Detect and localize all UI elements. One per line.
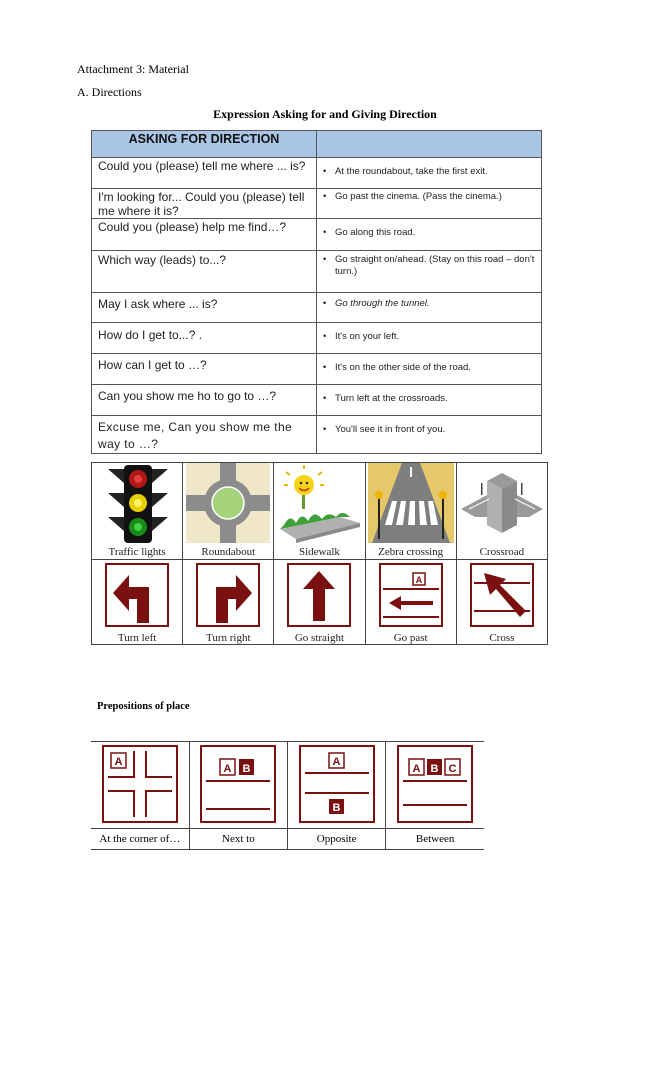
- give-cell: • Go through the tunnel.: [317, 293, 542, 323]
- traffic-lights-icon: [94, 463, 180, 543]
- table-row: [92, 158, 542, 189]
- prepositions-icons-row: [91, 742, 484, 829]
- table-row: [92, 293, 542, 323]
- ask-cell: Can you show me ho to go to …?: [92, 385, 317, 416]
- place-cell: [365, 463, 456, 560]
- ask-cell: Could you (please) tell me where ... is?: [92, 158, 317, 189]
- preposition-label: Between: [386, 829, 484, 850]
- cross-icon: [470, 563, 534, 627]
- place-cell: [456, 463, 547, 560]
- letter-a: A: [412, 763, 421, 775]
- movement-cell: [274, 560, 365, 645]
- table-row: [92, 189, 542, 219]
- preposition-label: Next to: [189, 829, 287, 850]
- table-row: [92, 219, 542, 251]
- svg-text:A: A: [415, 575, 422, 585]
- place-label: Crossroad: [479, 546, 525, 558]
- ask-cell: Could you (please) help me find…?: [92, 219, 317, 251]
- letter-c: C: [448, 763, 457, 775]
- movement-cell: [92, 560, 183, 645]
- places-signs-table: [91, 462, 548, 645]
- movement-label: Go straight: [294, 632, 345, 644]
- go-straight-icon: [287, 563, 351, 627]
- roundabout-icon: [186, 463, 270, 543]
- table-row: [92, 323, 542, 354]
- corner-of-icon: [102, 745, 178, 823]
- letter-b: B: [332, 802, 341, 814]
- preposition-cell: [386, 742, 484, 829]
- go-past-icon: [379, 563, 443, 627]
- between-icon: [397, 745, 473, 823]
- ask-cell: How can I get to …?: [92, 354, 317, 385]
- ask-cell: How do I get to...? .: [92, 323, 317, 354]
- letter-a: A: [332, 756, 341, 768]
- preposition-cell: [91, 742, 189, 829]
- table-row: [92, 251, 542, 293]
- preposition-label: At the corner of…: [91, 829, 189, 850]
- prepositions-labels-row: [91, 829, 484, 850]
- give-cell: • Go straight on/ahead. (Stay on this road – don't turn.): [317, 251, 542, 293]
- sidewalk-icon: [276, 463, 362, 543]
- movement-label: Turn right: [206, 632, 251, 644]
- table-row: [92, 385, 542, 416]
- movement-label: Turn left: [117, 632, 157, 644]
- prepositions-table: [91, 741, 484, 850]
- opposite-icon: [299, 745, 375, 823]
- place-label: Zebra crossing: [378, 546, 444, 558]
- give-cell: • At the roundabout, take the first exit.: [317, 158, 542, 189]
- movement-cell: [456, 560, 547, 645]
- place-label: Roundabout: [201, 546, 256, 558]
- table-row: [92, 354, 542, 385]
- letter-a: A: [114, 756, 123, 768]
- place-label: Sidewalk: [298, 546, 340, 558]
- movements-row: [92, 560, 548, 645]
- preposition-cell: [189, 742, 287, 829]
- column-header-empty: [317, 131, 542, 158]
- table-row: [92, 416, 542, 454]
- page-title: Expression Asking for and Giving Direction: [213, 107, 437, 121]
- attachment-label: Attachment 3: Material: [77, 62, 189, 76]
- give-cell: • It's on your left.: [317, 323, 542, 354]
- ask-cell: Excuse me, Can you show me the way to …?: [92, 416, 317, 454]
- letter-b: B: [242, 763, 251, 775]
- place-cell: [274, 463, 365, 560]
- give-cell: • Turn left at the crossroads.: [317, 385, 542, 416]
- column-header: ASKING FOR DIRECTION: [92, 131, 317, 158]
- ask-cell: Which way (leads) to...?: [92, 251, 317, 293]
- give-cell: • Go past the cinema. (Pass the cinema.): [317, 189, 542, 219]
- movement-label: Go past: [393, 632, 428, 644]
- turn-left-icon: [105, 563, 169, 627]
- give-cell: • Go along this road.: [317, 219, 542, 251]
- ask-cell: I'm looking for... Could you (please) tell me where it is?: [92, 189, 317, 219]
- turn-right-icon: [196, 563, 260, 627]
- zebra-crossing-icon: [368, 463, 454, 543]
- directions-table: [91, 130, 542, 454]
- letter-b: B: [430, 763, 439, 775]
- crossroad-icon: [459, 463, 545, 543]
- movement-cell: [365, 560, 456, 645]
- prepositions-title: Prepositions of place: [97, 701, 190, 712]
- table-header-row: [92, 131, 542, 158]
- give-cell: • It's on the other side of the road.: [317, 354, 542, 385]
- give-cell: • You'll see it in front of you.: [317, 416, 542, 454]
- preposition-cell: [288, 742, 386, 829]
- place-label: Traffic lights: [108, 546, 166, 558]
- place-cell: [183, 463, 274, 560]
- movement-cell: [183, 560, 274, 645]
- next-to-icon: [200, 745, 276, 823]
- letter-a: A: [223, 763, 232, 775]
- movement-label: Cross: [489, 632, 515, 644]
- place-cell: [92, 463, 183, 560]
- places-row: [92, 463, 548, 560]
- section-label: A. Directions: [77, 85, 142, 99]
- ask-cell: May I ask where ... is?: [92, 293, 317, 323]
- preposition-label: Opposite: [288, 829, 386, 850]
